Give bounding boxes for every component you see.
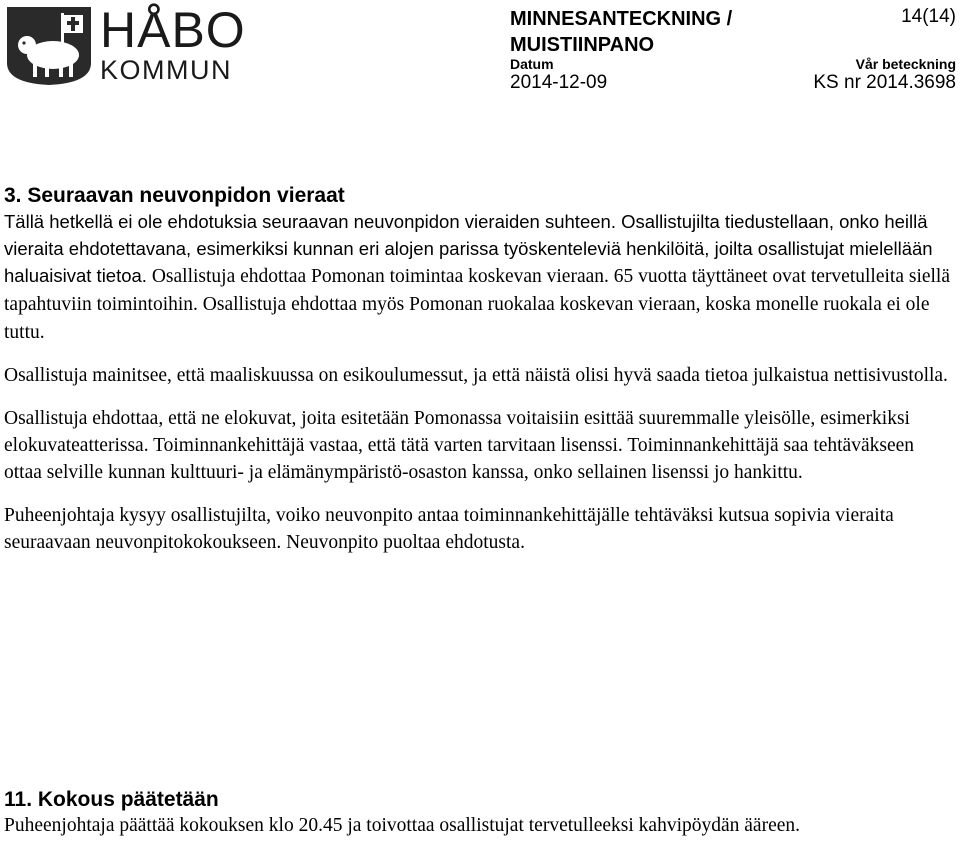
org-name <box>100 2 246 85</box>
section-3-lead-serif: Osallistuja ehdottaa Pomonan toimintaa koskevan vieraan. 65 vuotta täyttäneet ovat tervetulleita siellä tapahtuviin toimintoihin. Osallistuja ehdottaa myös Pomonan ruokalaa koskevan vieraan, koska monelle ruokala ei ole tuttu. <box>4 266 951 343</box>
section-11-paragraph: Puheenjohtaja päättää kokouksen klo 20.45 ja toivottaa osallistujat tervetulleeksi kahvipöydän ääreen. <box>4 815 801 836</box>
section-3-heading: 3. Seuraavan neuvonpidon vieraat <box>4 184 345 207</box>
section-3 <box>4 184 954 556</box>
section-3-paragraph-2: Osallistuja mainitsee, että maaliskuussa on esikoulumessut, ja että näistä olisi hyvä saada tietoa julkaistua nettisivustolla. <box>4 365 948 386</box>
document-type: MINNESANTECKNING / MUISTIINPANO <box>510 8 733 56</box>
org-name-line2: KOMMUN <box>100 55 232 85</box>
section-11-heading: 11. Kokous päätetään <box>4 788 219 811</box>
section-11 <box>4 788 954 839</box>
date-label: Datum <box>510 56 554 72</box>
reference-label: Vår beteckning <box>855 56 956 72</box>
lamb-crest-icon <box>3 3 95 87</box>
date-value: 2014-12-09 <box>510 72 608 93</box>
section-3-paragraph-3: Osallistuja ehdottaa, että ne elokuvat, joita esitetään Pomonassa voitaisiin esittää suuremmalle yleisölle, esimerkiksi elokuvateatterissa. Toiminnankehittäjä vastaa, että tätä varten tarvitaan lisenssi. Toiminnankehittäjä saa tehtäväkseen ottaa selville kunnan kulttuuri- ja elämänympäristö-osaston kanssa, onko sellainen lisenssi jo hankittu. <box>4 408 915 483</box>
habo-kommun-logo <box>3 2 246 87</box>
page-number: 14(14) <box>901 6 956 27</box>
section-3-paragraph-1 <box>4 208 954 346</box>
reference-value: KS nr 2014.3698 <box>813 72 956 93</box>
section-3-paragraph-4: Puheenjohtaja kysyy osallistujilta, voiko neuvonpito antaa toiminnankehittäjälle tehtäväksi kutsua sopivia vieraita seuraavaan neuvonpitokokoukseen. Neuvonpito puoltaa ehdotusta. <box>4 505 894 553</box>
org-name-line1: HÅBO <box>100 2 246 58</box>
section-3-lead-sans: Tällä hetkellä ei ole ehdotuksia seuraavan neuvonpidon vieraiden suhteen. Osallistujilta tiedustellaan, onko heillä vieraita ehdotettavana, esimerkiksi kunnan eri alojen parissa työskenteleviä henkilöitä, joilta osallistujat mielellään haluaisivat tietoa. <box>4 211 933 286</box>
